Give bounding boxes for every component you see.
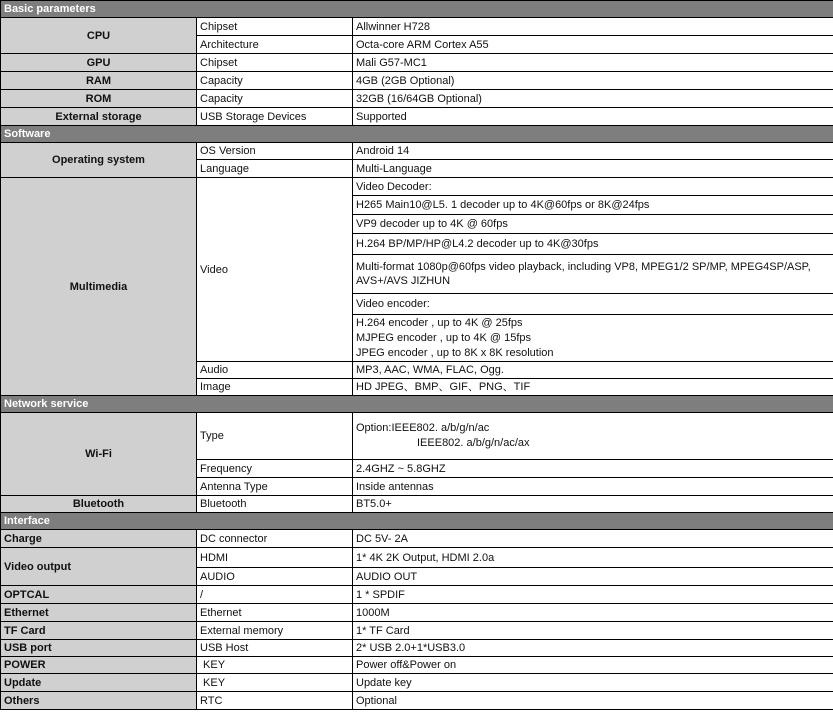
- param-value: BT5.0+: [353, 496, 833, 513]
- param-value: Video Decoder:: [353, 178, 833, 196]
- row-label-ram: RAM: [1, 72, 197, 90]
- param-name: Audio: [197, 362, 353, 379]
- param-value: MP3, AAC, WMA, FLAC, Ogg.: [353, 362, 833, 379]
- table-row: [1, 530, 833, 548]
- table-row: [1, 548, 833, 568]
- param-name: Chipset: [197, 18, 353, 36]
- table-row: [1, 18, 833, 36]
- param-name: Capacity: [197, 90, 353, 108]
- section-title: Interface: [1, 513, 833, 530]
- param-value: 2* USB 2.0+1*USB3.0: [353, 640, 833, 657]
- table-row: [1, 108, 833, 126]
- row-label-optcal: OPTCAL: [1, 586, 197, 604]
- param-name: KEY: [197, 674, 353, 692]
- param-value: Mali G57-MC1: [353, 54, 833, 72]
- section-title: Basic parameters: [1, 1, 833, 18]
- param-value: Multi-format 1080p@60fps video playback, including VP8, MPEG1/2 SP/MP, MPEG4SP/ASP, AVS+/AVS JIZHUN: [353, 255, 833, 294]
- param-name: Bluetooth: [197, 496, 353, 513]
- param-name: OS Version: [197, 143, 353, 160]
- param-value: DC 5V- 2A: [353, 530, 833, 548]
- table-row: [1, 54, 833, 72]
- param-name: Frequency: [197, 460, 353, 478]
- param-value: H265 Main10@L5. 1 decoder up to 4K@60fps or 8K@24fps: [353, 196, 833, 215]
- param-value: 1 * SPDIF: [353, 586, 833, 604]
- table-row: [1, 90, 833, 108]
- table-row: [1, 586, 833, 604]
- param-value: Octa-core ARM Cortex A55: [353, 36, 833, 54]
- param-name: Ethernet: [197, 604, 353, 622]
- param-name: Architecture: [197, 36, 353, 54]
- table-row: [1, 72, 833, 90]
- wifi-type-line: Option:IEEE802. a/b/g/n/ac: [356, 422, 490, 434]
- wifi-type-line: IEEE802. a/b/g/n/ac/ax: [417, 437, 530, 449]
- param-name: HDMI: [197, 548, 353, 568]
- row-label-charge: Charge: [1, 530, 197, 548]
- section-header-basic: [1, 1, 833, 18]
- param-value: Inside antennas: [353, 478, 833, 496]
- row-label-ethernet: Ethernet: [1, 604, 197, 622]
- param-name: Image: [197, 379, 353, 396]
- section-header-network: [1, 396, 833, 413]
- param-name: /: [197, 586, 353, 604]
- param-value: Android 14: [353, 143, 833, 160]
- param-value-encoder-list: [353, 315, 833, 362]
- encoder-line: H.264 encoder , up to 4K @ 25fps: [356, 316, 523, 329]
- param-value-wifi-type: [353, 413, 833, 460]
- section-title: Network service: [1, 396, 833, 413]
- row-label-usb-port: USB port: [1, 640, 197, 657]
- param-name: DC connector: [197, 530, 353, 548]
- row-label-rom: ROM: [1, 90, 197, 108]
- param-value: 1000M: [353, 604, 833, 622]
- row-label-multimedia: Multimedia: [1, 178, 197, 396]
- row-label-bluetooth: Bluetooth: [1, 496, 197, 513]
- param-value: AUDIO OUT: [353, 568, 833, 586]
- row-label-others: Others: [1, 692, 197, 710]
- param-value: 32GB (16/64GB Optional): [353, 90, 833, 108]
- param-value: Allwinner H728: [353, 18, 833, 36]
- param-value: HD JPEG、BMP、GIF、PNG、TIF: [353, 379, 833, 396]
- param-name: USB Storage Devices: [197, 108, 353, 126]
- param-name: Chipset: [197, 54, 353, 72]
- row-label-power: POWER: [1, 657, 197, 674]
- param-value: Video encoder:: [353, 294, 833, 315]
- row-label-operating-system: Operating system: [1, 143, 197, 178]
- param-name: Language: [197, 160, 353, 178]
- param-value: H.264 BP/MP/HP@L4.2 decoder up to 4K@30fps: [353, 234, 833, 255]
- param-value: 1* 4K 2K Output, HDMI 2.0a: [353, 548, 833, 568]
- param-name: RTC: [197, 692, 353, 710]
- table-row: [1, 622, 833, 640]
- section-header-interface: [1, 513, 833, 530]
- section-title: Software: [1, 126, 833, 143]
- param-value: Optional: [353, 692, 833, 710]
- table-row: [1, 604, 833, 622]
- section-header-software: [1, 126, 833, 143]
- param-value: Power off&Power on: [353, 657, 833, 674]
- row-label-gpu: GPU: [1, 54, 197, 72]
- param-value: Multi-Language: [353, 160, 833, 178]
- table-row: [1, 692, 833, 710]
- table-row: [1, 674, 833, 692]
- row-label-video-output: Video output: [1, 548, 197, 586]
- param-name: KEY: [197, 657, 353, 674]
- param-name: AUDIO: [197, 568, 353, 586]
- param-value: 4GB (2GB Optional): [353, 72, 833, 90]
- param-value: 1* TF Card: [353, 622, 833, 640]
- table-row: [1, 178, 833, 196]
- table-row: [1, 413, 833, 460]
- param-value: 2.4GHZ ~ 5.8GHZ: [353, 460, 833, 478]
- param-name: USB Host: [197, 640, 353, 657]
- row-label-wifi: Wi-Fi: [1, 413, 197, 496]
- param-name-video: Video: [197, 178, 353, 362]
- encoder-line: MJPEG encoder , up to 4K @ 15fps: [356, 331, 532, 344]
- table-row: [1, 143, 833, 160]
- encoder-line: JPEG encoder , up to 8K x 8K resolution: [356, 346, 554, 359]
- param-value: Update key: [353, 674, 833, 692]
- row-label-tf-card: TF Card: [1, 622, 197, 640]
- param-name: Capacity: [197, 72, 353, 90]
- table-row: [1, 496, 833, 513]
- table-row: [1, 657, 833, 674]
- param-name: External memory: [197, 622, 353, 640]
- row-label-cpu: CPU: [1, 18, 197, 54]
- row-label-update: Update: [1, 674, 197, 692]
- param-value: Supported: [353, 108, 833, 126]
- param-name: Type: [197, 413, 353, 460]
- param-name: Antenna Type: [197, 478, 353, 496]
- table-row: [1, 640, 833, 657]
- param-value: VP9 decoder up to 4K @ 60fps: [353, 215, 833, 234]
- row-label-external-storage: External storage: [1, 108, 197, 126]
